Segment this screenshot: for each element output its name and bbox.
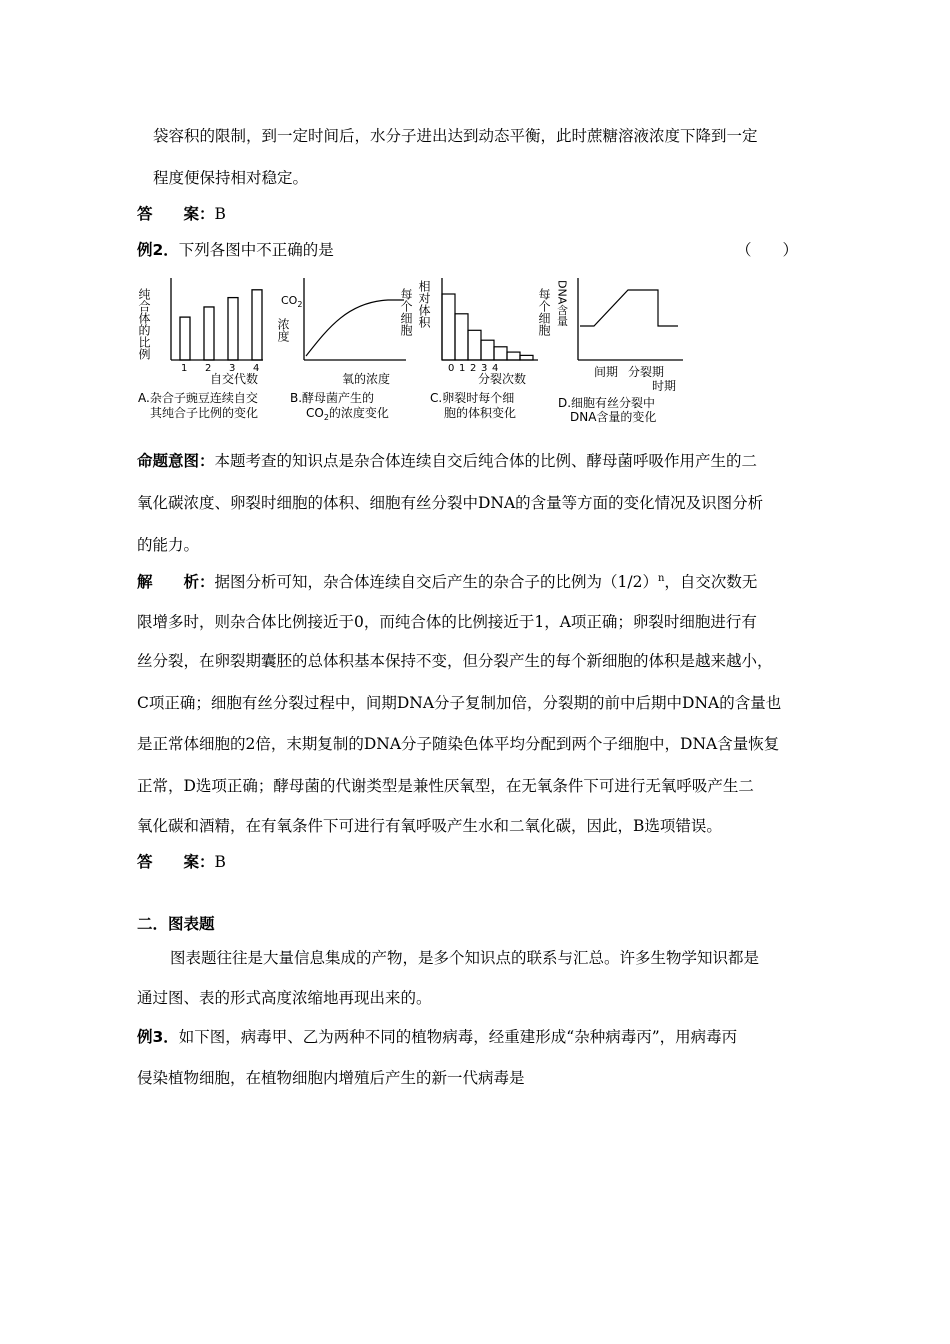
panel-c-tick-label: 2 xyxy=(470,363,477,374)
panel-a-bar xyxy=(204,307,214,360)
panel-a-caption-2: 其纯合子比例的变化 xyxy=(150,406,259,420)
panel-c-tick-label: 3 xyxy=(481,363,488,374)
panel-a-ylabel: 纯合体的比例 xyxy=(138,288,151,360)
section-2-title: 二．图表题 xyxy=(137,915,215,933)
analysis-superscript: n xyxy=(657,572,665,584)
panel-d-xlabel-2: 分裂期 xyxy=(628,365,665,379)
panel-c-bar xyxy=(507,352,520,360)
analysis-line-2: 限增多时，则杂合体比例接近于0，而纯合体的比例接近于1，A项正确；卵裂时细胞进行有 xyxy=(137,613,757,631)
panel-c-ylabel-left: 每个细胞 xyxy=(399,288,413,336)
figure-svg xyxy=(138,270,698,430)
figure-panels xyxy=(138,270,698,430)
panel-c-caption-2: 胞的体积变化 xyxy=(444,406,517,420)
panel-c-bar xyxy=(468,330,481,360)
intent-text-1: 本题考查的知识点是杂合体连续自交后纯合体的比例、酵母菌呼吸作用产生的二 xyxy=(214,452,758,470)
panel-c xyxy=(399,278,538,420)
panel-c-caption-1: C.卵裂时每个细 xyxy=(430,391,515,405)
panel-c-tick-label: 0 xyxy=(448,363,455,374)
panel-d-xlabel-3: 时期 xyxy=(652,379,677,393)
analysis-line-1 xyxy=(137,572,757,592)
answer-label: 答 案： xyxy=(137,853,215,871)
panel-d-line xyxy=(580,290,678,326)
intro-line-2: 程度便保持相对稳定。 xyxy=(153,169,309,187)
panel-d-ylabel-left: 每个细胞 xyxy=(537,288,551,336)
panel-a-tick-label: 2 xyxy=(205,363,212,374)
answer-value: B xyxy=(214,853,226,871)
intent-line-1 xyxy=(137,451,757,471)
analysis-line-7: 氧化碳和酒精，在有氧条件下可进行有氧呼吸产生水和二氧化碳，因此，B选项错误。 xyxy=(137,817,722,835)
panel-a-bar xyxy=(180,317,190,360)
panel-a-bar xyxy=(228,298,238,360)
panel-d-caption-1: D.细胞有丝分裂中 xyxy=(558,396,656,410)
panel-c-tick-label: 4 xyxy=(492,363,499,374)
section-2-para-2: 通过图、表的形式高度浓缩地再现出来的。 xyxy=(137,989,432,1007)
panel-c-ylabel-right: 相对体积 xyxy=(417,280,431,328)
panel-c-bar xyxy=(520,355,533,360)
panel-a-tick-label: 3 xyxy=(229,363,236,374)
panel-a-bar xyxy=(252,290,262,360)
example-2-heading xyxy=(137,240,334,260)
panel-c-bar xyxy=(455,314,468,360)
panel-a-xlabel: 自交代数 xyxy=(210,372,259,386)
panel-a-tick-label: 1 xyxy=(181,363,188,374)
panel-b-ylabel-co: $CO_2$ xyxy=(281,294,303,309)
panel-d-ylabel-right: DNA含量 xyxy=(555,280,569,327)
answer-label: 答 案： xyxy=(137,205,215,223)
panel-d-xlabel-1: 间期 xyxy=(594,365,619,379)
answer-2 xyxy=(137,852,226,872)
panel-b-caption-1: B.酵母菌产生的 xyxy=(290,391,375,405)
panel-c-bar xyxy=(481,340,494,360)
panel-c-tick-label: 1 xyxy=(459,363,466,374)
intent-line-2: 氧化碳浓度、卵裂时细胞的体积、细胞有丝分裂中DNA的含量等方面的变化情况及识图分析 xyxy=(137,494,764,512)
panel-c-bar xyxy=(442,294,455,360)
answer-1 xyxy=(137,204,226,224)
intro-line-1: 袋容积的限制，到一定时间后，水分子进出达到动态平衡，此时蔗糖溶液浓度下降到一定 xyxy=(153,127,758,145)
panel-c-xlabel: 分裂次数 xyxy=(478,372,527,386)
example-question: 下列各图中不正确的是 xyxy=(178,241,334,259)
panel-b-curve xyxy=(306,300,404,356)
panel-b xyxy=(276,278,406,422)
example-label: 例2． xyxy=(137,241,179,259)
analysis-line-6: 正常，D选项正确；酵母菌的代谢类型是兼性厌氧型，在无氧条件下可进行无氧呼吸产生二 xyxy=(137,777,754,795)
panel-d xyxy=(537,278,683,424)
panel-b-xlabel: 氧的浓度 xyxy=(342,372,391,386)
panel-a-caption-1: A.杂合子豌豆连续自交 xyxy=(138,391,258,405)
panel-a-tick-label: 4 xyxy=(253,363,260,374)
example-3-line-2: 侵染植物细胞，在植物细胞内增殖后产生的新一代病毒是 xyxy=(137,1069,525,1087)
analysis-line-5: 是正常体细胞的2倍，末期复制的DNA分子随染色体平均分配到两个子细胞中，DNA含量恢复 xyxy=(137,735,780,753)
answer-paren: （ ） xyxy=(736,241,799,259)
example-3-text-1: 如下图，病毒甲、乙为两种不同的植物病毒，经重建形成“杂种病毒丙”，用病毒丙 xyxy=(178,1028,738,1046)
analysis-label: 解 析： xyxy=(137,573,215,591)
intent-label: 命题意图： xyxy=(137,452,215,470)
answer-value: B xyxy=(214,205,226,223)
panel-d-caption-2: DNA含量的变化 xyxy=(570,410,657,424)
analysis-line-3: 丝分裂，在卵裂期囊胚的总体积基本保持不变，但分裂产生的每个新细胞的体积是越来越小， xyxy=(137,652,773,670)
example-3-line-1 xyxy=(137,1027,737,1047)
section-2-para-1: 图表题往往是大量信息集成的产物，是多个知识点的联系与汇总。许多生物学知识都是 xyxy=(170,949,760,967)
example-label: 例3． xyxy=(137,1028,179,1046)
analysis-line-4: C项正确；细胞有丝分裂过程中，间期DNA分子复制加倍，分裂期的前中后期中DNA的含量也 xyxy=(137,694,782,712)
panel-b-ylabel: 浓度 xyxy=(276,318,290,342)
intent-line-3: 的能力。 xyxy=(137,536,200,554)
panel-c-bar xyxy=(494,347,507,360)
analysis-text-1a: 据图分析可知，杂合体连续自交后产生的杂合子的比例为（1/2） xyxy=(214,573,658,591)
panel-b-caption-2: $CO_2$的浓度变化 xyxy=(306,406,389,422)
panel-a xyxy=(138,278,263,420)
analysis-text-1b: ，自交次数无 xyxy=(664,573,758,591)
